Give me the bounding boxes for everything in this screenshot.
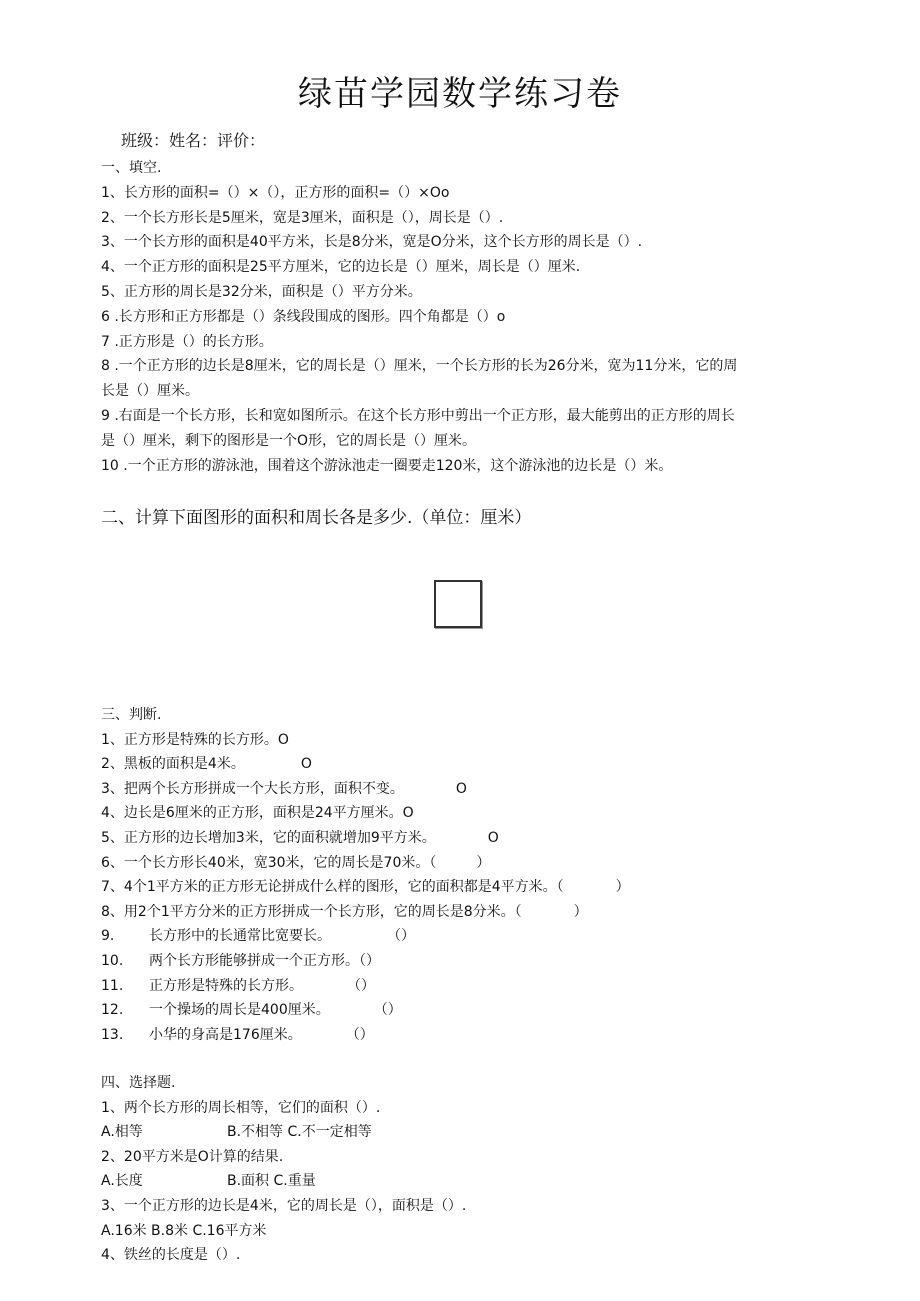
answer-blank: O [487,829,499,846]
square-figure [434,580,482,628]
answer-blank: ） [615,879,630,896]
page-title: 绿苗学园数学练习卷 [298,74,622,114]
choice-line: 4、铁丝的长度是（）. [101,1247,241,1264]
answer-blank: （） [359,952,380,969]
question-line: 3、一个长方形的面积是40平方米，长是8分米，宽是O分米，这个长方形的周长是（）. [101,234,643,251]
question-line: 9 .右面是一个长方形，长和宽如图所示。在这个长方形中剪出一个正方形，最大能剪出的正方形的周长 [101,407,735,424]
choice-line: 2、20平方米是O计算的结果. [101,1148,284,1165]
question-line: 10 .一个正方形的游泳池，围着这个游泳池走一圈要走120米，这个游泳池的边长是（）米。 [101,457,673,474]
question-line: 7 .正方形是（）的长方形。 [101,333,273,350]
choice-line: 3、一个正方形的边长是4米，它的周长是（），面积是（）. [101,1197,467,1214]
question-line: 2、一个长方形长是5厘米，宽是3厘米，面积是（），周长是（）. [101,209,504,226]
judge-item: 1、正方形是特殊的长方形。O [101,731,289,748]
section-heading: 一、填空. [101,160,162,176]
judge-item: 3、把两个长方形拼成一个大长方形，面积不变。 O [101,780,467,797]
question-line: 1、长方形的面积=（）×（），正方形的面积=（）×Oo [101,184,450,201]
judge-item: 2、黑板的面积是4米。 O [101,756,312,773]
judge-item: 10. 两个长方形能够拼成一个正方形。（） [101,952,380,969]
judge-item: 9. 长方形中的长通常比宽要长。 （） [101,928,415,945]
judge-item: 8、用2个1平方分米的正方形拼成一个长方形，它的周长是8分米。（ ） [101,903,588,920]
section-heading: 三、判断. [101,707,162,723]
judge-item: 11. 正方形是特殊的长方形。 （） [101,977,375,994]
judge-item: 12. 一个操场的周长是400厘米。 （） [101,1002,402,1019]
choice-options: A.长度 B.面积 C.重量 [101,1173,316,1190]
judge-item: 5、正方形的边长增加3米，它的面积就增加9平方米。 O [101,829,499,846]
answer-blank: ） [573,903,588,920]
student-info-line: 班级：姓名：评价： [121,131,266,150]
judge-item: 7、4个1平方米的正方形无论拼成什么样的图形，它的面积都是4平方米。（ ） [101,879,630,896]
choice-line: 1、两个长方形的周长相等，它们的面积（）. [101,1099,381,1116]
answer-blank: （） [387,928,415,945]
choice-options: A.相等 B.不相等 C.不一定相等 [101,1124,372,1141]
question-line: 5、正方形的周长是32分米，面积是（）平方分米。 [101,283,422,300]
section-heading: 四、选择题. [101,1075,176,1091]
section-choice [101,1071,821,1268]
section-fill-in [101,156,821,478]
question-line: 长是（）厘米。 [101,383,199,400]
judge-item: 13. 小华的身高是176厘米。 （） [101,1026,374,1043]
judge-item: 4、边长是6厘米的正方形，面积是24平方厘米。O [101,805,414,822]
answer-blank: O [455,780,467,797]
answer-blank: O [300,756,312,773]
question-line: 4、一个正方形的面积是25平方厘米，它的边长是（）厘米，周长是（）厘米. [101,259,581,276]
question-line: 6 .长方形和正方形都是（）条线段围成的图形。四个角都是（）o [101,308,506,325]
section-judge [101,703,821,1047]
answer-blank: （） [347,977,375,994]
answer-blank: （） [345,1026,374,1043]
section-calc-heading: 二、计算下面图形的面积和周长各是多少.（单位：厘米） [101,508,532,528]
judge-item: 6、一个长方形长40米，宽30米，它的周长是70米。（ ） [101,854,491,871]
choice-options: A.16米 B.8米 C.16平方米 [101,1222,267,1239]
answer-blank: ） [476,854,491,871]
question-line: 是（）厘米，剩下的图形是一个O形，它的周长是（）厘米。 [101,432,477,449]
answer-blank: （） [373,1002,402,1019]
question-line: 8 .一个正方形的边长是8厘米，它的周长是（）厘米，一个长方形的长为26分米，宽为11分米，它的周 [101,358,738,375]
